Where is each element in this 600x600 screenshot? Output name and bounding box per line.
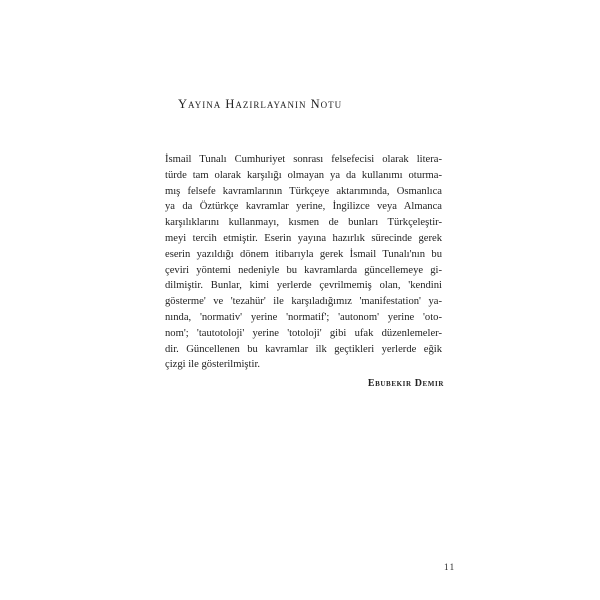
text-line: çizgi ile gösterilmiştir.: [165, 359, 261, 371]
text-line: ya da Öztürkçe kavramlar yerine, İngilizce veya Almanca: [165, 201, 442, 213]
text-line: nom'; 'tautotoloji' yerine 'totoloji' gibi ufak düzenlemeler-: [165, 327, 442, 339]
text-line: türde tam olarak karşılığı olmayan ya da kullanımı oturma-: [165, 169, 442, 181]
text-line: gösterme' ve 'tezahür' ile karşıladığımız 'manifestation' ya-: [165, 296, 442, 308]
page-title: Yayına Hazırlayanın Notu: [178, 97, 343, 111]
text-line: mış felsefe kavramlarının Türkçeye aktarımında, Osmanlıca: [165, 185, 442, 197]
text-line: dilmiştir. Bunlar, kimi yerlerde çevrilmemiş olan, 'kendini: [165, 280, 442, 292]
text-line: nında, 'normativ' yerine 'normatif'; 'autonom' yerine 'oto-: [165, 311, 442, 323]
text-line: dir. Güncellenen bu kavramlar ilk geçtikleri yerlerde eğik: [165, 343, 442, 355]
page-number: 11: [444, 562, 456, 572]
text-line: meyi tercih etmiştir. Eserin yayına hazırlık sürecinde gerek: [165, 232, 442, 244]
text-line: karşılıklarını kullanmayı, kısmen de bunları Türkçeleştir-: [165, 217, 442, 229]
editor-signature: Ebubekir Demir: [367, 378, 444, 389]
editor-note-paragraph: [165, 152, 442, 373]
text-line: İsmail Tunalı Cumhuriyet sonrası felsefecisi olarak litera-: [165, 154, 442, 165]
text-line: eserin yazıldığı dönem itibarıyla gerek İsmail Tunalı'nın bu: [165, 248, 442, 260]
text-line: çeviri yöntemi nedeniyle bu kavramlarda güncellemeye gi-: [165, 264, 442, 276]
